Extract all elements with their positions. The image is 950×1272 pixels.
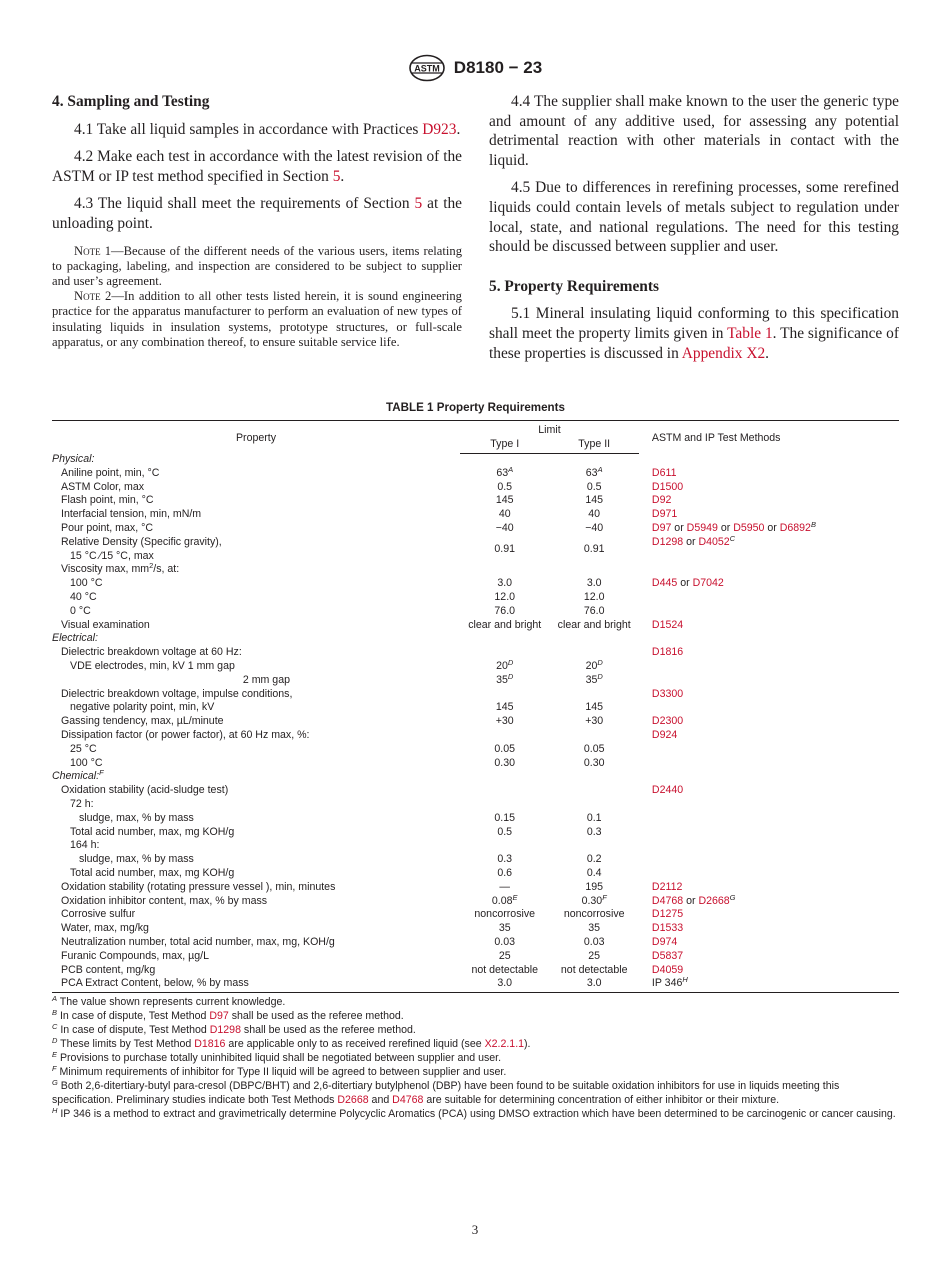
table-row: Total acid number, max, mg KOH/g 0.6 0.4 — [70, 867, 602, 879]
footnote-e: $^E$ Provisions to purchase totally uninhibited liquid shall be negotiated between supplier and user. — [52, 1050, 502, 1065]
method-link[interactable]: D2112 — [651, 880, 683, 893]
method-link[interactable]: D974 — [651, 935, 678, 948]
method-link[interactable]: D971 — [651, 508, 678, 521]
link-section-5[interactable]: 5 — [332, 167, 341, 185]
table-row: Interfacial tension, min, mN/m 40 40 D971 — [61, 508, 678, 521]
method-link[interactable]: D445 — [651, 577, 678, 590]
table-row: 100 °C 3.0 3.0 D445 or D7042 — [70, 577, 724, 590]
method-link[interactable]: D3300 — [651, 687, 684, 700]
footnote-a: $^A$ The value shown represents current knowledge. — [52, 994, 286, 1009]
para-4-3: 4.3 The liquid shall meet the requirements of Section 5 at the unloading point. — [52, 195, 462, 232]
para-4-2: 4.2 Make each test in accordance with the latest revision of the ASTM or IP test method specified in Section 5. — [52, 148, 462, 185]
table-row: Electrical: — [52, 632, 98, 645]
col-header-property: Property — [52, 421, 460, 454]
page-header — [0, 54, 950, 82]
footnote-b: $^B$ In case of dispute, Test Method D97 shall be used as the referee method. — [52, 1008, 404, 1023]
table-row: 0 °C 76.0 76.0 — [70, 604, 605, 617]
method-link[interactable]: D6892 — [779, 522, 811, 535]
table-row: Physical: — [52, 453, 95, 466]
method-link[interactable]: D2300 — [651, 715, 684, 728]
table-row: Dielectric breakdown voltage, impulse conditions, D3300 — [61, 687, 684, 700]
method-link[interactable]: D92 — [651, 494, 672, 507]
col-header-type1: Type I — [460, 438, 549, 453]
method-link[interactable]: D1500 — [651, 480, 684, 493]
page-number: 3 — [471, 1222, 479, 1237]
table-row: negative polarity point, min, kV 145 145 — [70, 701, 604, 714]
link-d4768[interactable]: D4768 — [392, 1094, 424, 1107]
link-d1816[interactable]: D1816 — [194, 1038, 226, 1051]
table-row: sludge, max, % by mass 0.3 0.2 — [79, 853, 602, 866]
table-row: Viscosity max, $mm^2/s$, at: — [61, 561, 180, 576]
table-row: ASTM Color, max 0.5 0.5 D1500 — [61, 480, 684, 493]
table-row: Gassing tendency, max, µL/minute +30 +30 D2300 — [61, 715, 684, 728]
table-row: 40 °C 12.0 12.0 — [70, 591, 605, 604]
table-row: Pour point, max, °C −40 −40 D97 or D5949 or D5950 or $D6892^B$ — [61, 520, 816, 535]
link-appendix-x2[interactable]: Appendix X2 — [681, 344, 766, 362]
table-row: 164 h: — [70, 839, 100, 852]
table-row: Flash point, min, °C 145 145 D92 — [61, 494, 672, 507]
method-link[interactable]: D924 — [651, 729, 678, 742]
table-row: Oxidation inhibitor content, max, % by mass $0.08^E$ $0.30^F$ D4768 or $D2668^G$ — [61, 892, 736, 907]
section-4-heading: 4. Sampling and Testing — [52, 93, 210, 110]
property-table-block — [52, 401, 899, 1121]
method-link[interactable]: D5837 — [651, 949, 684, 962]
link-d2668[interactable]: D2668 — [337, 1094, 369, 1107]
property-table — [52, 420, 899, 993]
para-5-1: 5.1 Mineral insulating liquid conforming to this specification shall meet the property limits given in Table 1. The significance of these properties is discussed in Appendix X2. — [489, 305, 899, 362]
table-row: Total acid number, max, mg KOH/g 0.5 0.3 — [70, 825, 602, 838]
method-link[interactable]: D1524 — [651, 618, 684, 631]
table-title: TABLE 1 Property Requirements — [386, 401, 565, 414]
right-column — [489, 92, 899, 371]
link-d1298[interactable]: D1298 — [209, 1024, 241, 1037]
method-link[interactable]: D2668 — [698, 894, 730, 907]
para-4-1: 4.1 Take all liquid samples in accordance with Practices D923. — [74, 120, 461, 138]
section-5-heading: 5. Property Requirements — [489, 277, 659, 295]
table-row: Oxidation stability (acid-sludge test) D2440 — [61, 784, 684, 797]
table-row: 25 °C 0.05 0.05 — [70, 742, 605, 755]
method-link[interactable]: D7042 — [692, 577, 724, 590]
link-section-5[interactable]: 5 — [414, 195, 423, 213]
col-header-limit: Limit — [460, 421, 639, 438]
left-column — [52, 92, 462, 350]
method-link[interactable]: D1533 — [651, 922, 684, 935]
method-link[interactable]: D4768 — [651, 894, 684, 907]
table-row: Water, max, mg/kg 35 35 D1533 — [61, 922, 684, 935]
table-row: 2 mm gap $35^D$ $35^D$ — [242, 671, 603, 686]
designation: D8180 − 23 — [453, 58, 543, 77]
table-row: VDE electrodes, min, kV 1 mm gap $20^D$ $20^D$ — [70, 658, 603, 673]
astm-logo — [408, 54, 446, 82]
method-link[interactable]: D4059 — [651, 963, 684, 976]
notes — [52, 244, 462, 350]
table-row: Oxidation stability (rotating pressure vessel ), min, minutes — 195 D2112 — [61, 880, 683, 893]
note-1: Note 1—Because of the different needs of the various users, items relating to packaging, labeling, and inspection are considered to be subject to supplier and user’s agreement. — [52, 243, 462, 288]
method-link[interactable]: D611 — [651, 466, 677, 479]
table-row: Neutralization number, total acid number, max, mg, KOH/g 0.03 0.03 D974 — [61, 935, 678, 948]
footnote-d: $^D$ These limits by Test Method D1816 are applicable only to as received rerefined liquid (see X2.2.1.1). — [52, 1036, 531, 1051]
table-row: Aniline point, min, °C $63^A$ $63^A$ D611 — [61, 464, 677, 479]
link-table-1[interactable]: Table 1 — [727, 324, 773, 342]
link-x2-2-1-1[interactable]: X2.2.1.1 — [484, 1038, 525, 1051]
method-link[interactable]: D1816 — [651, 646, 684, 659]
col-header-type2: Type II — [549, 438, 638, 453]
table-row: Corrosive sulfur noncorrosive noncorrosive D1275 — [61, 908, 684, 921]
link-d923[interactable]: D923 — [422, 120, 457, 138]
method-link[interactable]: D1298 — [651, 535, 684, 548]
table-row: Chemical:$^F$ — [52, 768, 104, 783]
table-row: PCB content, mg/kg not detectable not detectable D4059 — [61, 963, 684, 976]
col-header-methods: ASTM and IP Test Methods — [639, 421, 899, 454]
para-4-5: 4.5 Due to differences in rerefining processes, some rerefined liquids could contain levels of metals subject to regulation under local, state, and national regulations. The need for this testing should be discussed between supplier and user. — [489, 179, 899, 256]
footnote-c: $^C$ In case of dispute, Test Method D1298 shall be used as the referee method. — [52, 1022, 416, 1037]
footnote-f: $^F$ Minimum requirements of inhibitor for Type II liquid will be agreed to between supplier and user. — [52, 1064, 507, 1079]
note-2: Note 2—In addition to all other tests listed herein, it is sound engineering practice for the apparatus manufacturer to perform an evaluation of new types of insulating liquids in insulation systems, prototype structures, or full-scale apparatus, or any combination thereof, to ensure suitable service life. — [52, 289, 462, 349]
table-row: Dielectric breakdown voltage at 60 Hz: D1816 — [61, 646, 684, 659]
table-row: 100 °C 0.30 0.30 — [70, 756, 605, 769]
table-footnotes — [52, 995, 899, 1121]
link-d97[interactable]: D97 — [209, 1010, 229, 1023]
table-row: 72 h: — [70, 798, 94, 811]
footnote-h: $^H$ IP 346 is a method to extract and gravimetrically determine Polycyclic Aromatics (PCA) using DMSO extraction which have been determined to be carcinogenic or cancer causing. — [52, 1106, 896, 1121]
method-link[interactable]: D4052 — [698, 535, 730, 548]
method-link[interactable]: D5949 — [686, 522, 718, 535]
table-row: Visual examination clear and bright clear and bright D1524 — [61, 618, 684, 631]
table-row: sludge, max, % by mass 0.15 0.1 — [79, 811, 602, 824]
svg-text:ASTM: ASTM — [414, 63, 440, 74]
para-4-4: 4.4 The supplier shall make known to the user the generic type and amount of any additive used, for assessing any potential detrimental reaction with other materials in contact with the liquid. — [489, 93, 899, 169]
table-row: PCA Extract Content, below, % by mass 3.0 3.0 IP $346^H$ — [52, 977, 899, 992]
method-link[interactable]: D97 — [651, 522, 672, 535]
table-row: Furanic Compounds, max, µg/L 25 25 D5837 — [61, 949, 684, 962]
method-link[interactable]: D2440 — [651, 784, 684, 797]
table-row: Relative Density (Specific gravity), 15 °C ⁄15 °C, max 0.91 0.91 D1298 or $D4052^C$ — [61, 533, 736, 562]
footnote-g: $^G$ Both 2,6-ditertiary-butyl para-cresol (DBPC/BHT) and 2,6-ditertiary butylphenol (DBP) have been found to be suitable oxidation inhibitors for use in liquids meeting this specification. Preliminary studies indicate both Test Methods D2668 and D4768 are suitable for determining concentration of either inhibitor or their mixture. — [52, 1078, 840, 1107]
method-link[interactable]: D1275 — [651, 908, 684, 921]
method-link[interactable]: D5950 — [733, 522, 765, 535]
table-row: Dissipation factor (or power factor), at 60 Hz max, %: D924 — [61, 729, 678, 742]
